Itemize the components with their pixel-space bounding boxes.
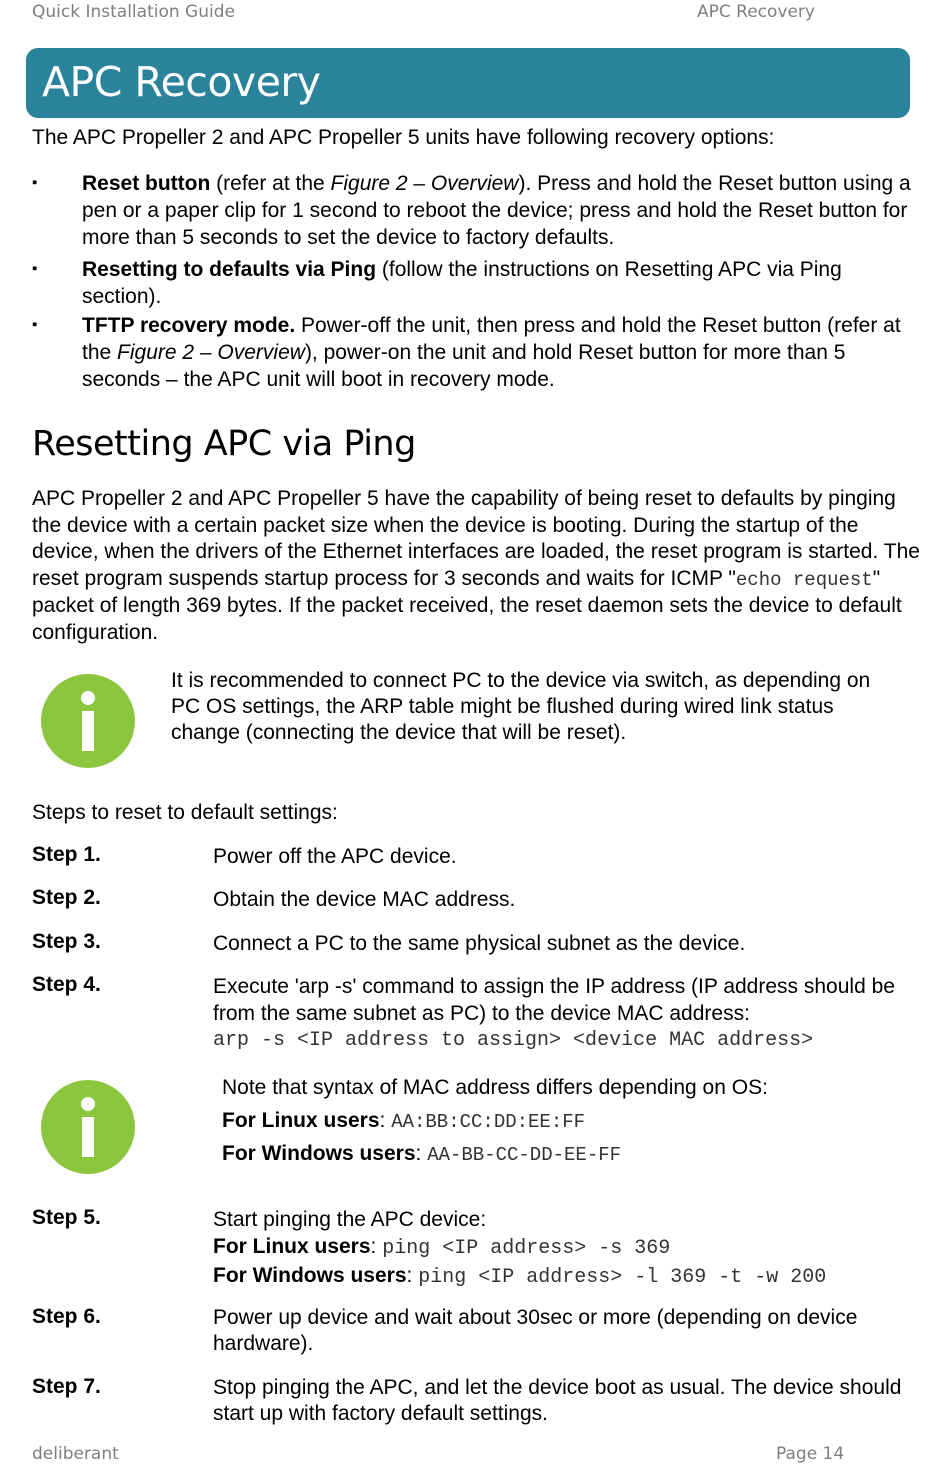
info-icon <box>41 1080 135 1174</box>
step-label: Step 3. <box>32 930 101 953</box>
bullet-bold: Resetting to defaults via Ping <box>82 258 377 281</box>
info-icon <box>41 674 135 768</box>
footer-brand: deliberant <box>32 1444 119 1464</box>
step-text: Start pinging the APC device: For Linux users: ping <IP address> -s 369 For Windows users: ping <IP address> -l 369 -t -w 200 <box>213 1206 928 1291</box>
info-note: It is recommended to connect PC to the device via switch, as depending on PC OS settings, the ARP table might be flushed during wired link status change (connecting the device that will be reset). <box>171 669 871 744</box>
bullet-bold: Reset button <box>82 172 211 195</box>
mac-syntax-note: Note that syntax of MAC address differs depending on OS: <box>222 1076 768 1099</box>
banner-title: APC Recovery <box>42 58 321 106</box>
mac-syntax-linux: For Linux users: AA:BB:CC:DD:EE:FF <box>222 1109 586 1133</box>
step-text: Connect a PC to the same physical subnet as the device. <box>213 932 746 955</box>
footer-page-number: Page 14 <box>776 1444 845 1464</box>
step-label: Step 1. <box>32 843 101 866</box>
bullet-bold: TFTP recovery mode. <box>82 314 296 337</box>
step-label: Step 7. <box>32 1375 101 1398</box>
bullet-marker: ▪ <box>32 174 38 191</box>
step-label: Step 2. <box>32 886 101 909</box>
section-paragraph: APC Propeller 2 and APC Propeller 5 have the capability of being reset to defaults by pinging the device with a certain packet size when the device is booting. During the startup of the device, when the drivers of the Ethernet interfaces are loaded, the reset program is started. The reset program suspends startup process for 3 seconds and waits for ICMP "echo request" packet of length 369 bytes. If the packet received, the reset daemon sets the device to default configuration. <box>32 487 920 644</box>
step-text: Stop pinging the APC, and let the device boot as usual. The device should start up with factory default settings. <box>213 1376 902 1425</box>
header-section-title: APC Recovery <box>697 2 815 22</box>
step-label: Step 6. <box>32 1305 101 1328</box>
inline-code: echo request <box>735 568 873 591</box>
ping-windows: For Windows users: ping <IP address> -l 369 -t -w 200 <box>213 1264 827 1289</box>
figure-ref: Figure 2 – Overview <box>330 172 519 195</box>
bullet-item-reset-button: Reset button (refer at the Figure 2 – Overview). Press and hold the Reset button using a pen or a paper clip for 1 second to reboot the device; press and hold the Reset button for more than 5 seconds to set the device to factory defaults. <box>82 172 911 249</box>
ping-linux: For Linux users: ping <IP address> -s 369 <box>213 1235 671 1260</box>
section-banner <box>26 48 910 118</box>
bullet-marker: ▪ <box>32 260 38 277</box>
step-text: Obtain the device MAC address. <box>213 888 516 911</box>
bullet-item-tftp-recovery: TFTP recovery mode. Power-off the unit, then press and hold the Reset button (refer at the Figure 2 – Overview), power-on the unit and hold Reset button for more than 5 seconds – the APC unit will boot in recovery mode. <box>82 314 901 391</box>
step-text: Power up device and wait about 30sec or more (depending on device hardware). <box>213 1306 858 1355</box>
bullet-item-ping-reset: Resetting to defaults via Ping (follow the instructions on Resetting APC via Ping section). <box>82 258 842 308</box>
step-label: Step 5. <box>32 1206 101 1229</box>
mac-syntax-windows: For Windows users: AA-BB-CC-DD-EE-FF <box>222 1142 622 1166</box>
step-label: Step 4. <box>32 973 101 996</box>
steps-intro: Steps to reset to default settings: <box>32 801 338 824</box>
figure-ref: Figure 2 – Overview <box>117 341 305 364</box>
step-text: Execute 'arp -s' command to assign the IP address (IP address should be from the same subnet as PC) to the device MAC address: arp -s <IP address to assign> <device MAC address> <box>213 973 913 1055</box>
section-heading: Resetting APC via Ping <box>32 424 416 464</box>
intro-text: The APC Propeller 2 and APC Propeller 5 units have following recovery options: <box>32 126 775 149</box>
command-code: arp -s <IP address to assign> <device MAC address> <box>213 1029 814 1052</box>
step-text: Power off the APC device. <box>213 845 457 868</box>
bullet-marker: ▪ <box>32 316 38 333</box>
header-doc-title: Quick Installation Guide <box>32 2 235 22</box>
